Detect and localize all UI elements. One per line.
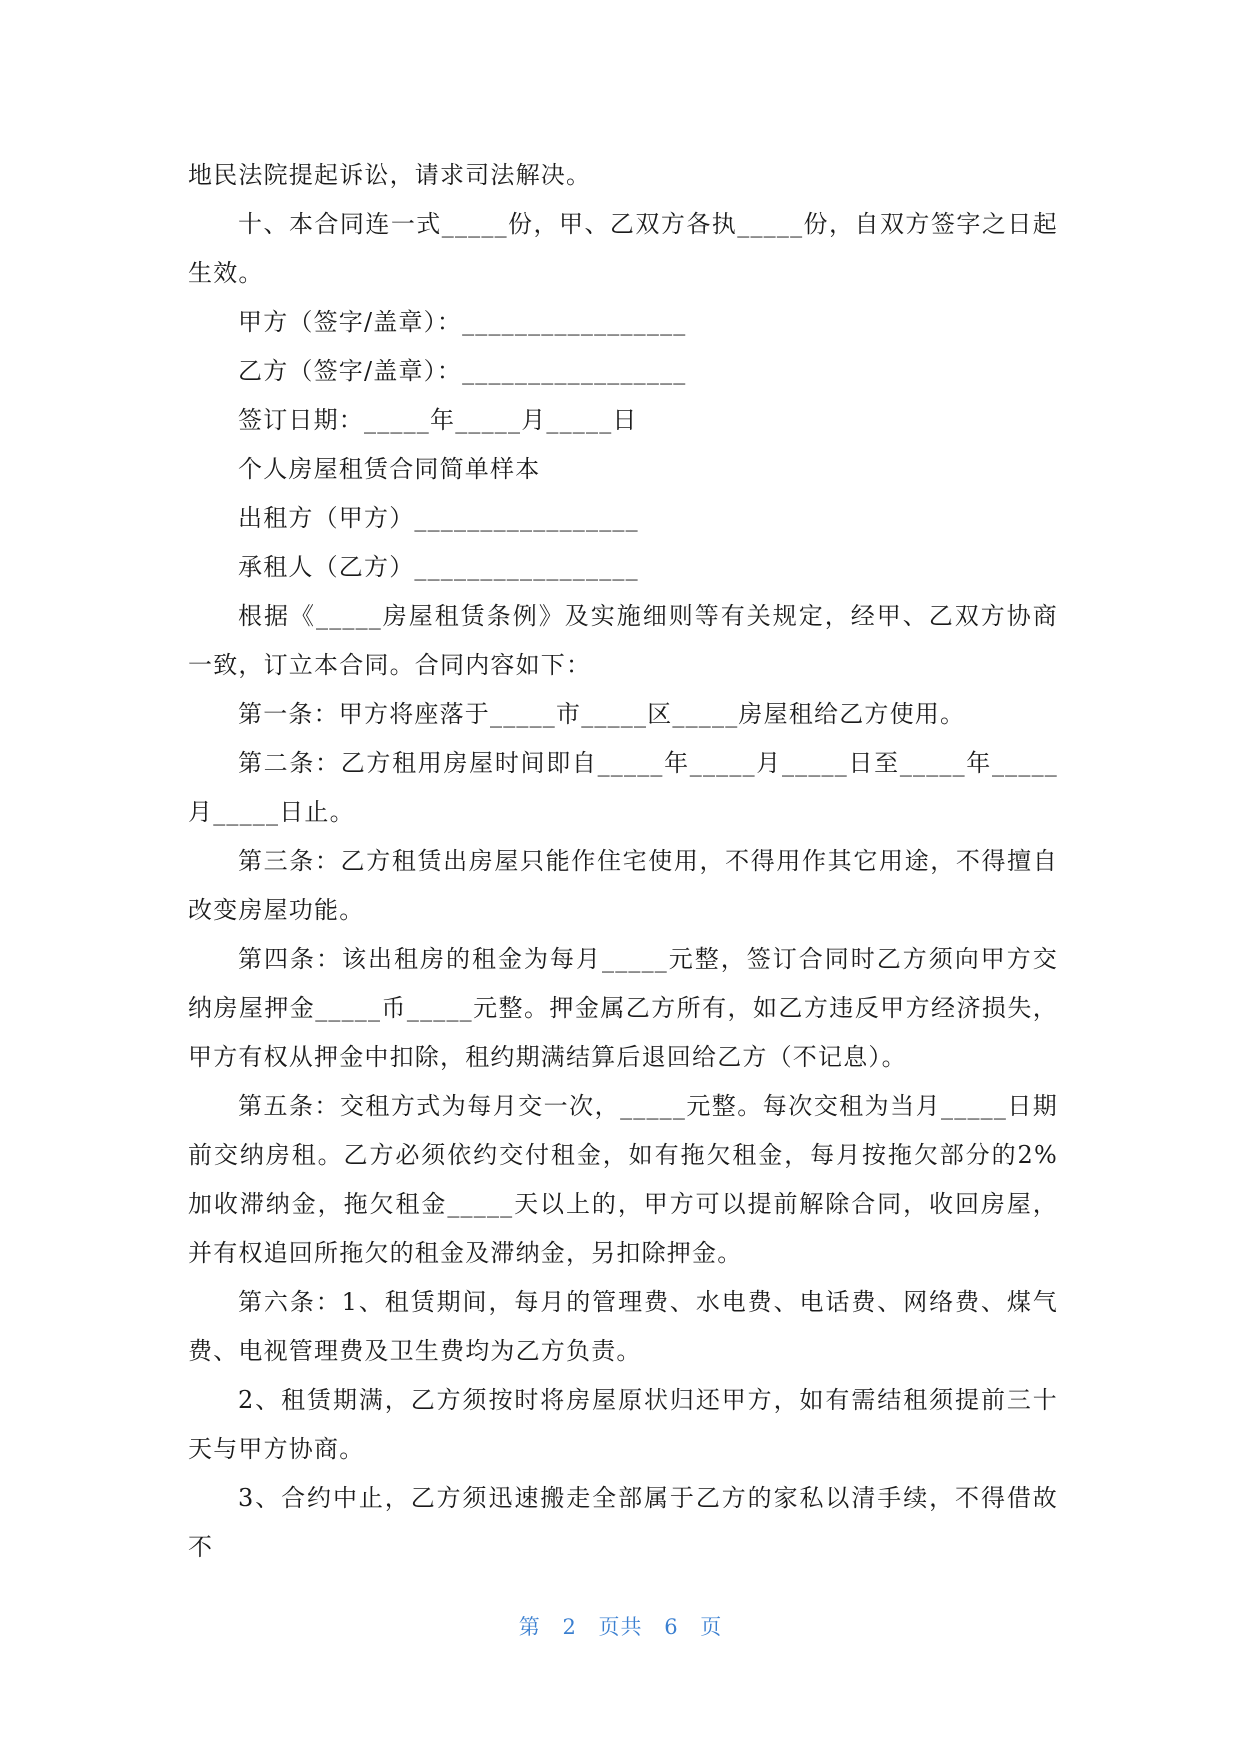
footer-middle: 页共 bbox=[598, 1615, 643, 1639]
page-footer bbox=[0, 1611, 1241, 1641]
paragraph: 根据《_____房屋租赁条例》及实施细则等有关规定，经甲、乙双方协商一致，订立本合同。合同内容如下： bbox=[188, 602, 1058, 679]
signing-date-line: 签订日期：_____年_____月_____日 bbox=[238, 406, 638, 434]
article-5: 第五条：交租方式为每月交一次，_____元整。每次交租为当月_____日期前交纳房租。乙方必须依约交付租金，如有拖欠租金，每月按拖欠部分的2%加收滞纳金，拖欠租金_____天以上的，甲方可以提前解除合同，收回房屋，并有权追回所拖欠的租金及滞纳金，另扣除押金。 bbox=[188, 1092, 1058, 1267]
footer-total-pages: 6 bbox=[664, 1615, 679, 1639]
article-6-item-3: 3、合约中止，乙方须迅速搬走全部属于乙方的家私以清手续，不得借故不 bbox=[188, 1484, 1058, 1561]
lessor-line: 出租方（甲方）_________________ bbox=[238, 504, 639, 532]
footer-suffix: 页 bbox=[700, 1615, 723, 1639]
signature-line-party-b: 乙方（签字/盖章）：_________________ bbox=[238, 357, 687, 385]
article-6: 第六条：1、租赁期间，每月的管理费、水电费、电话费、网络费、煤气费、电视管理费及卫生费均为乙方负责。 bbox=[188, 1288, 1058, 1365]
section-title: 个人房屋租赁合同简单样本 bbox=[238, 455, 541, 483]
article-3: 第三条：乙方租赁出房屋只能作住宅使用，不得用作其它用途，不得擅自改变房屋功能。 bbox=[188, 847, 1058, 924]
footer-prefix: 第 bbox=[518, 1615, 541, 1639]
article-6-item-2: 2、租赁期满，乙方须按时将房屋原状归还甲方，如有需结租须提前三十天与甲方协商。 bbox=[188, 1386, 1058, 1463]
signature-line-party-a: 甲方（签字/盖章）：_________________ bbox=[238, 308, 687, 336]
lessee-line: 承租人（乙方）_________________ bbox=[238, 553, 639, 581]
article-4: 第四条：该出租房的租金为每月_____元整，签订合同时乙方须向甲方交纳房屋押金_____币_____元整。押金属乙方所有，如乙方违反甲方经济损失，甲方有权从押金中扣除，租约期满结算后退回给乙方（不记息）。 bbox=[188, 945, 1058, 1071]
footer-current-page: 2 bbox=[562, 1615, 577, 1639]
document-body bbox=[188, 151, 1058, 1572]
article-2: 第二条：乙方租用房屋时间即自_____年_____月_____日至_____年_____月_____日止。 bbox=[188, 749, 1058, 826]
article-1: 第一条：甲方将座落于_____市_____区_____房屋租给乙方使用。 bbox=[238, 700, 966, 728]
paragraph: 十、本合同连一式_____份，甲、乙双方各执_____份，自双方签字之日起生效。 bbox=[188, 210, 1058, 287]
paragraph: 地民法院提起诉讼，请求司法解决。 bbox=[188, 161, 592, 189]
